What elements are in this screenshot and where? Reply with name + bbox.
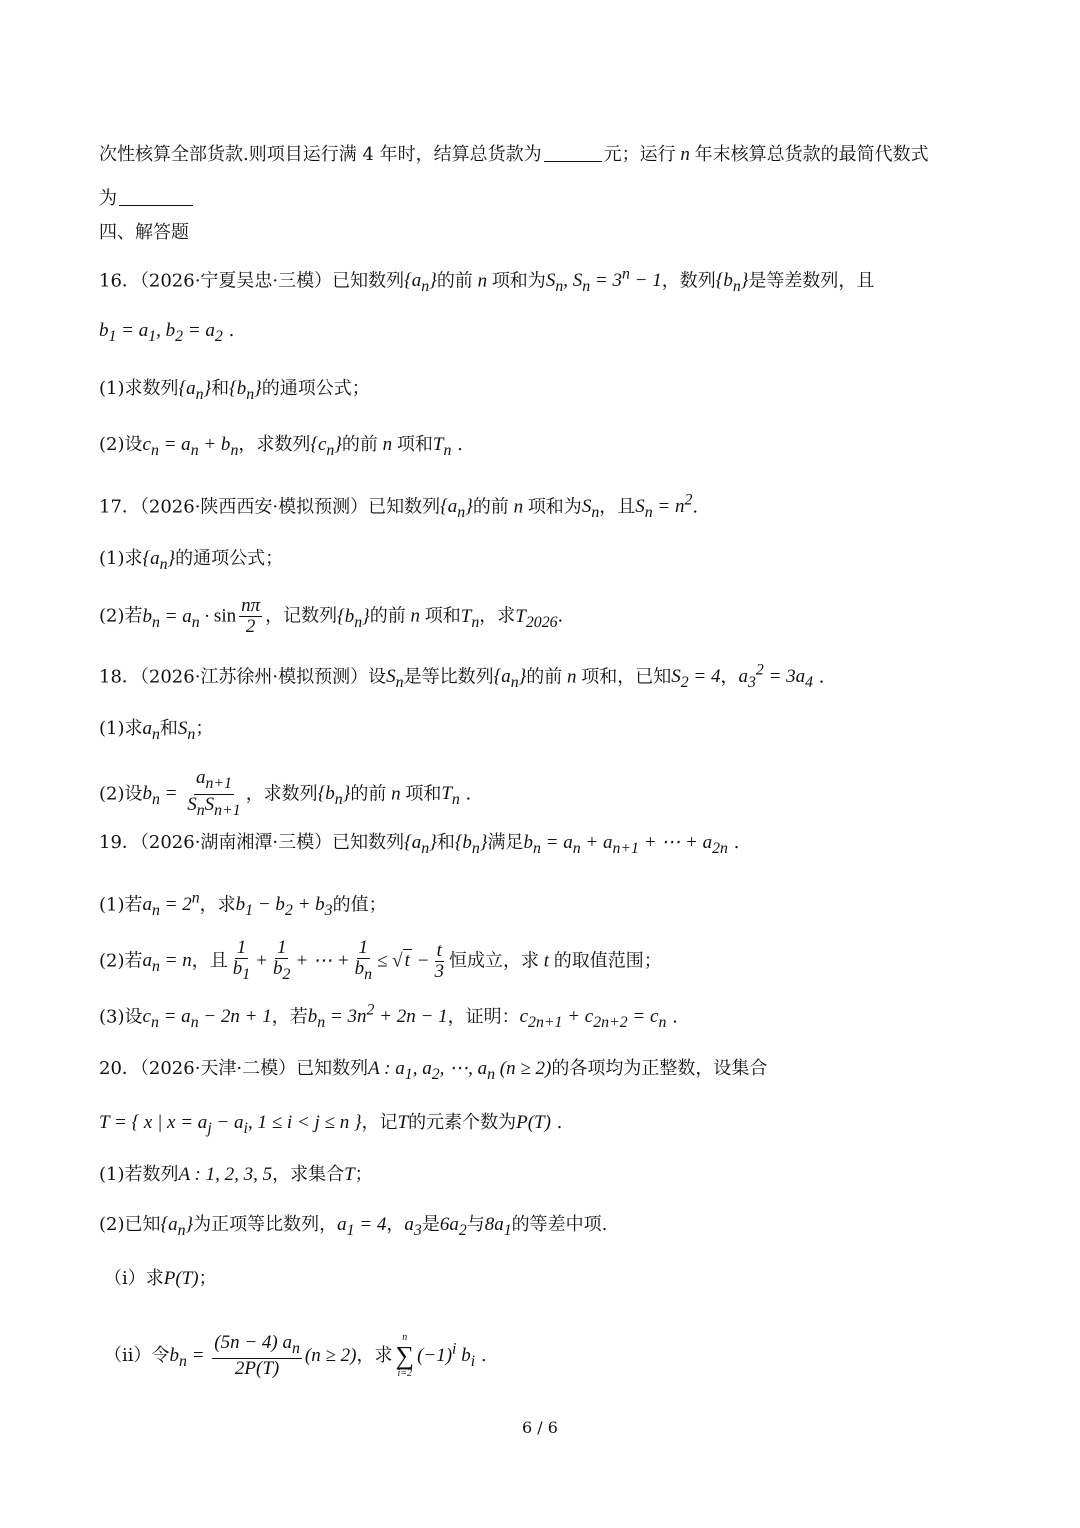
q20-part2: (2)已知$\{a_n\}$为正项等比数列，$a_1 = 4$，$a_3$是$6a_2$与$8a_1$的等差中项. (99, 1214, 608, 1239)
q17-part2: (2)若$b_n = a_n \cdot \sin$ $\frac{n\pi}{2}$ ，记数列$\{b_n\}$的前 n 项和$T_n$，求$T_{2026}$. (99, 595, 564, 637)
q18-stem: 18．（2026·江苏徐州·模拟预测）设$S_n$是等比数列$\{a_n\}$的前 n 项和，已知$S_2 = 4$，$a_3^2 = 3a_4$ . (99, 662, 825, 692)
q20-part2-i: （i）求P(T)； (104, 1268, 217, 1289)
section-title: 四、解答题 (99, 222, 189, 243)
q20-set: T = { x | $x = a_j - a_i$, 1 ≤ i < j ≤ n }，记T的元素个数为P(T) . (99, 1112, 563, 1137)
q19-part3: (3)设$c_n = a_n - 2n + 1$，若$b_n = 3n^2 + 2n - 1$，证明：$c_{2n+1} + c_{2n+2} = c_n$ . (99, 1002, 678, 1032)
q16-part2: (2)设$c_n = a_n + b_n$，求数列$\{c_n\}$的前 n 项和$T_n$ . (99, 434, 463, 459)
q19-stem: 19．（2026·湖南湘潭·三模）已知数列$\{a_n\}$和$\{b_n\}$满足$b_n = a_n + a_{n+1}$ + ⋯ + $a_{2n}$ . (99, 832, 740, 857)
q20-part1: (1)若数列A : 1, 2, 3, 5，求集合T； (99, 1164, 373, 1185)
page-number: 6 / 6 (522, 1418, 558, 1437)
q18-part1: (1)求$a_n$和$S_n$； (99, 718, 214, 743)
math-n: n (675, 144, 695, 165)
q18-part2: (2)设$b_n$ = $\frac{a_{n+1}}{S_nS_{n+1}}$ ，求数列$\{b_n\}$的前 n 项和$T_n$ . (99, 767, 472, 819)
q20-stem: 20．（2026·天津·二模）已知数列A : $a_1$, $a_2$, ⋯, $a_n$ (n ≥ 2)的各项均为正整数，设集合 (99, 1058, 768, 1083)
answer-blank (544, 143, 602, 162)
q20-part2-ii: （ii）令$b_n$ = $\frac{(5n - 4) a_n}{2P(T)}$ (n ≥ 2)，求 n ∑ i=2 $(-1)^i$ $b_i$ . (104, 1331, 487, 1380)
q16-condition: $b_1 = a_1$, $b_2 = a_2$ . (99, 320, 235, 345)
q19-part1: (1)若$a_n = 2^n$，求$b_1 - b_2 + b_3$的值； (99, 890, 387, 920)
q17-part1: (1)求$\{a_n\}$的通项公式； (99, 548, 284, 573)
intro-line-1: 次性核算全部货款.则项目运行满 4 年时，结算总货款为 元；运行 n 年末核算总货款的最简代数式 (99, 144, 929, 165)
q16-stem: 16．（2026·宁夏吴忠·三模）已知数列$\{a_n\}$的前 n 项和为$S_n$, $S_n = 3^n - 1$，数列$\{b_n\}$是等差数列，且 (99, 266, 875, 296)
q17-stem: 17．（2026·陕西西安·模拟预测）已知数列$\{a_n\}$的前 n 项和为$S_n$，且$S_n = n^2$. (99, 492, 699, 522)
answer-blank (119, 187, 193, 206)
q16-part1: (1)求数列$\{a_n\}$和$\{b_n\}$的通项公式； (99, 378, 370, 403)
q19-part2: (2)若$a_n = n$，且 $\frac{1}{b_1}$ + $\frac{1}{b_2}$ + ⋯ + $\frac{1}{b_n}$ ≤ √ t − $\frac{t}{3}$ 恒成立，求 t 的取值范围； (99, 937, 662, 983)
intro-line-2: 为 (99, 186, 1020, 212)
